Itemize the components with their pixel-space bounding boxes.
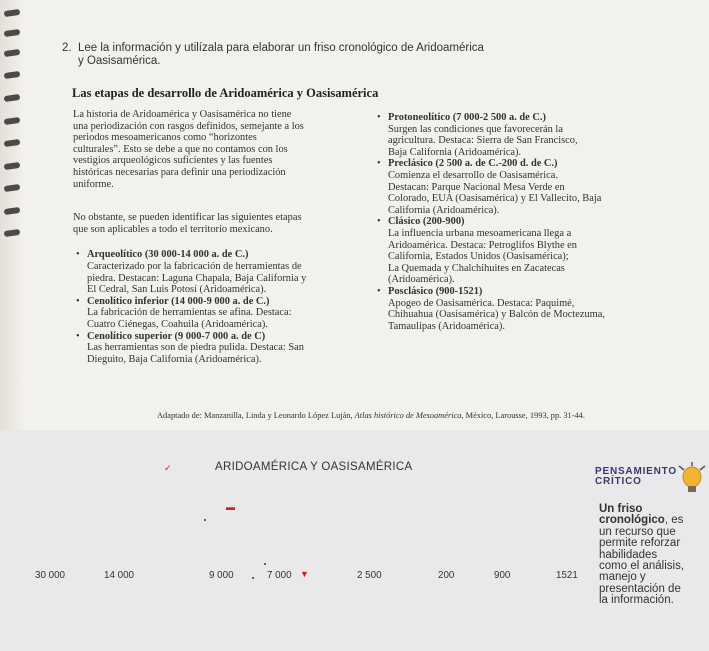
period-title: Posclásico (900-1521) bbox=[388, 285, 483, 297]
binding-hole bbox=[4, 162, 21, 170]
intro-line: periodos mesoamericanos como “horizontes bbox=[73, 132, 257, 144]
period-title: Cenolítico inferior (14 000-9 000 a. de C.) bbox=[87, 295, 270, 307]
intro-line: una periodización con rasgos definidos, semejante a los bbox=[73, 120, 304, 132]
period-line: Caracterizado por la fabricación de herramientas de bbox=[87, 260, 302, 272]
period-line: Las herramientas son de piedra pulida. Destaca: San bbox=[87, 342, 304, 354]
period-line: Colorado, EUA (Oasisamérica) y El Vallecito, Baja bbox=[388, 193, 602, 205]
pensamiento-critico-title: PENSAMIENTO CRÍTICO bbox=[595, 466, 677, 487]
period-title: Cenolítico superior (9 000-7 000 a. de C) bbox=[87, 330, 266, 342]
intro-line: que son aplicables a todo el territorio mexicano. bbox=[73, 223, 273, 235]
period-title: Protoneolítico (7 000-2 500 a. de C.) bbox=[388, 112, 546, 123]
activity-number: 2. bbox=[62, 42, 72, 54]
red-mark: ▬ bbox=[226, 502, 235, 512]
period-line: Baja California (Aridoamérica). bbox=[388, 146, 521, 158]
period-line: agricultura. Destaca: Sierra de San Francisco, bbox=[388, 135, 578, 147]
binding-hole bbox=[4, 49, 21, 57]
period-line: Tamaulipas (Aridoamérica). bbox=[388, 320, 505, 332]
intro-line: históricas necesarias para definir una periodización bbox=[73, 166, 286, 178]
red-mark: ▼ bbox=[300, 569, 309, 579]
intro-line: culturales”. Esto se debe a que no contamos con los bbox=[73, 143, 288, 155]
source-citation bbox=[157, 411, 585, 420]
intro-line: No obstante, se pueden identificar las siguientes etapas bbox=[73, 212, 302, 224]
timeline-tick: 2 500 bbox=[357, 570, 382, 581]
binding-hole bbox=[4, 229, 21, 237]
timeline-tick: 9 000 bbox=[209, 570, 234, 581]
period-title: Clásico (200-900) bbox=[388, 216, 465, 228]
period-line: La Quemada y Chalchihuites en Zacatecas bbox=[388, 262, 565, 274]
period-line: El Cedral, San Luis Potosí (Aridoamérica). bbox=[87, 284, 267, 296]
binding-hole bbox=[4, 9, 21, 17]
right-column bbox=[377, 112, 688, 332]
instruction-line: y Oasisamérica. bbox=[78, 55, 161, 67]
source-suffix: , México, Larousse, 1993, pp. 31-44. bbox=[461, 411, 585, 420]
timeline-tick: 900 bbox=[494, 570, 511, 581]
period-preclasico: • Preclásico (2 500 a. de C.-200 d. de C.) bbox=[388, 158, 688, 170]
timeline-tick: 1521 bbox=[556, 570, 578, 581]
timeline-tick: 7 000 bbox=[267, 570, 292, 581]
period-line: Destacan: Parque Nacional Mesa Verde en bbox=[388, 181, 565, 193]
binding-hole bbox=[4, 29, 21, 37]
period-line: Surgen las condiciones que favorecerán la bbox=[388, 123, 563, 135]
timeline-tick: 14 000 bbox=[104, 570, 134, 581]
period-title: Arqueolítico (30 000-14 000 a. de C.) bbox=[87, 249, 249, 261]
instruction-line: Lee la información y utilízala para elaborar un friso cronológico de Aridoamérica bbox=[78, 42, 484, 54]
red-mark: ✓ bbox=[164, 463, 172, 473]
period-line: Chihuahua (Oasisamérica) y Balcón de Moctezuma, bbox=[388, 309, 605, 321]
lightbulb-icon bbox=[677, 462, 707, 496]
period-posclasico: • Posclásico (900-1521) bbox=[388, 286, 688, 298]
source-prefix: Adaptado de: Manzanilla, Linda y Leonardo López Luján, bbox=[157, 411, 355, 420]
ink-dot bbox=[204, 519, 206, 521]
timeline-tick: 30 000 bbox=[35, 570, 65, 581]
pensamiento-critico-text: Un friso cronológico, es un recurso que permite reforzar habilidades como el análisis, manejo y presentación de la información. bbox=[599, 503, 685, 607]
timeline-tick: 200 bbox=[438, 570, 455, 581]
period-line: California, Estados Unidos (Oasisamérica); bbox=[388, 251, 569, 263]
binding-hole bbox=[4, 117, 21, 125]
intro-line: vestigios arqueológicos suficientes y las fuentes bbox=[73, 155, 273, 167]
period-cenolitico-superior: • Cenolítico superior (9 000-7 000 a. de C) bbox=[73, 331, 373, 343]
period-line: La influencia urbana mesoamericana llega a bbox=[388, 227, 572, 239]
period-line: Cuatro Ciénegas, Coahuila (Aridoamérica). bbox=[87, 318, 268, 330]
ink-dot bbox=[252, 577, 254, 579]
intro-line: La historia de Aridoamérica y Oasisamérica no tiene bbox=[73, 109, 292, 120]
ink-dot bbox=[264, 563, 266, 565]
binding-hole bbox=[4, 184, 21, 192]
period-line: Comienza el desarrollo de Oasisamérica. bbox=[388, 169, 558, 181]
binding-hole bbox=[4, 94, 21, 102]
period-cenolitico-inferior: • Cenolítico inferior (14 000-9 000 a. de C.) bbox=[73, 296, 373, 308]
period-line: Aridoamérica. Destaca: Petroglifos Blythe en bbox=[388, 239, 577, 251]
period-line: Dieguito, Baja California (Aridoamérica). bbox=[87, 353, 262, 365]
left-column bbox=[73, 109, 373, 365]
intro-line: uniforme. bbox=[73, 178, 114, 190]
binding-hole bbox=[4, 71, 21, 79]
period-line: Apogeo de Oasisamérica. Destaca: Paquimé, bbox=[388, 297, 575, 309]
period-line: California (Aridoamérica). bbox=[388, 204, 500, 216]
section-heading: Las etapas de desarrollo de Aridoamérica y Oasisamérica bbox=[72, 86, 379, 100]
period-protoneolitico: • Protoneolítico (7 000-2 500 a. de C.) bbox=[388, 112, 688, 124]
period-line: (Aridoamérica). bbox=[388, 274, 455, 286]
activity-instruction bbox=[62, 42, 678, 68]
binding-hole bbox=[4, 207, 21, 215]
source-title: Atlas histórico de Mesoamérica bbox=[354, 411, 462, 420]
period-clasico: • Clásico (200-900) bbox=[388, 216, 688, 228]
period-title: Preclásico (2 500 a. de C.-200 d. de C.) bbox=[388, 158, 558, 170]
period-line: piedra. Destacan: Laguna Chapala, Baja California y bbox=[87, 272, 307, 284]
period-line: La fabricación de herramientas se afina. Destaca: bbox=[87, 307, 292, 319]
binding-hole bbox=[4, 139, 21, 147]
timeline-title: ARIDOAMÉRICA Y OASISAMÉRICA bbox=[215, 461, 413, 473]
period-arqueolitico: • Arqueolítico (30 000-14 000 a. de C.) bbox=[73, 249, 373, 261]
